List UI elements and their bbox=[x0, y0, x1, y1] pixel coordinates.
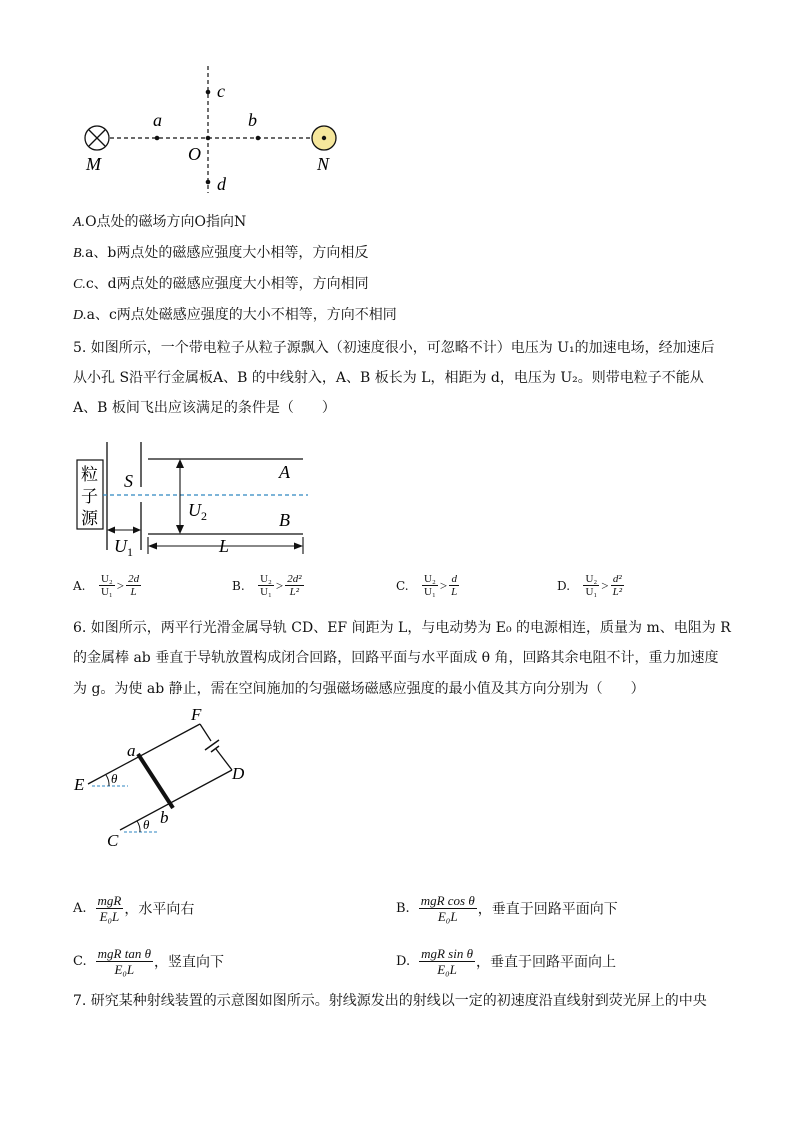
q6-option-d[interactable]: D. $\frac{\text{mgR sin θ}}{\text{E₀L}}$ ，垂直于回路平面向上 bbox=[396, 946, 616, 977]
figure-particle-deflection bbox=[68, 442, 318, 560]
q5-option-a[interactable]: A. $\frac{\text{U₂}}{\text{U₁}}$ > $\frac{2d}{L}$ bbox=[73, 573, 140, 598]
rail-EF bbox=[88, 724, 200, 784]
label-d: d bbox=[217, 174, 226, 194]
q6-option-a[interactable]: A. $\frac{\text{mgR}}{\text{E₀L}}$ ，水平向右 bbox=[73, 893, 195, 924]
q6-option-c[interactable]: C. $\frac{\text{mgR tan θ}}{\text{E₀L}}$ ，竖直向下 bbox=[73, 946, 224, 977]
point-a bbox=[155, 136, 160, 141]
figure-inclined-rails bbox=[70, 702, 270, 854]
q6-option-b[interactable]: B. $\frac{\text{mgR cos θ}}{\text{E₀L}}$ ，垂直于回路平面向下 bbox=[396, 893, 618, 924]
source-char-2: 子 bbox=[81, 487, 98, 506]
q5-option-d[interactable]: D. $\frac{\text{U₂}}{\text{U₁}}$ > $\frac{\text{d²}}{\text{L²}}$ bbox=[557, 573, 623, 598]
q4-option-a[interactable]: A.O点处的磁场方向O指向N bbox=[73, 214, 247, 230]
label-b: b bbox=[248, 110, 257, 130]
label-a: a bbox=[153, 110, 162, 130]
U2-arrowhead-down bbox=[176, 525, 184, 534]
label-M: M bbox=[86, 154, 101, 174]
label-S: S bbox=[124, 471, 133, 491]
q7-line-1: 7. 研究某种射线装置的示意图如图所示。射线源发出的射线以一定的初速度沿直线射到荧光屏上的中央 bbox=[73, 993, 707, 1009]
angle-arc-E bbox=[106, 775, 109, 786]
q4-option-d[interactable]: D.a、c两点处磁感应强度的大小不相等，方向不相同 bbox=[73, 307, 397, 323]
U1-arrowhead-right bbox=[133, 527, 141, 534]
point-b bbox=[256, 136, 261, 141]
label-A: A bbox=[279, 462, 290, 482]
label-N: N bbox=[317, 154, 330, 174]
U2-arrowhead-up bbox=[176, 459, 184, 468]
q4-option-b[interactable]: B.a、b两点处的磁感应强度大小相等，方向相反 bbox=[73, 245, 369, 261]
label-E: E bbox=[74, 775, 85, 794]
label-U1: $U_1$ bbox=[114, 536, 133, 559]
connector-battery-D bbox=[216, 749, 232, 770]
wire-M-into-page-icon bbox=[85, 126, 109, 150]
point-O bbox=[206, 136, 211, 141]
label-c: c bbox=[217, 81, 225, 101]
angle-arc-C bbox=[137, 821, 140, 832]
q6-line-3: 为 g。为使 ab 静止，需在空间施加的匀强磁场磁感应强度的最小值及其方向分别为（ ） bbox=[73, 681, 645, 697]
label-F: F bbox=[191, 705, 202, 724]
q5-option-c[interactable]: C. $\frac{\text{U₂}}{\text{U₁}}$ > $\frac{d}{L}$ bbox=[396, 573, 458, 598]
source-char-1: 粒 bbox=[81, 465, 98, 484]
label-C: C bbox=[107, 831, 119, 850]
q4-option-c[interactable]: C.c、d两点处的磁感应强度大小相等，方向相同 bbox=[73, 276, 369, 292]
q5-option-b[interactable]: B. $\frac{\text{U₂}}{\text{U₁}}$ > $\frac{\text{2d²}}{\text{L²}}$ bbox=[232, 573, 302, 598]
q5-line-3: A、B 板间飞出应该满足的条件是（ ） bbox=[73, 400, 336, 416]
q5-line-2: 从小孔 S沿平行金属板A、B 的中线射入，A、B 板长为 L，相距为 d，电压为 U₂。则带电粒子不能从 bbox=[73, 370, 704, 386]
point-c bbox=[206, 90, 211, 95]
label-a-rod: a bbox=[127, 741, 136, 760]
q6-line-1: 6. 如图所示，两平行光滑金属导轨 CD、EF 间距为 L，与电动势为 E₀ 的电源相连，质量为 m、电阻为 R bbox=[73, 620, 731, 636]
source-char-3: 源 bbox=[81, 509, 98, 528]
wire-N-out-of-page-icon bbox=[312, 126, 336, 150]
label-theta-E: θ bbox=[111, 771, 118, 786]
label-O: O bbox=[188, 144, 201, 164]
label-L: L bbox=[219, 536, 230, 556]
figure-magnetic-wires bbox=[80, 58, 350, 198]
label-U2: $U_2$ bbox=[188, 500, 207, 523]
metal-rod-ab bbox=[138, 754, 173, 808]
q6-line-2: 的金属棒 ab 垂直于导轨放置构成闭合回路，回路平面与水平面成 θ 角，回路其余电阻不计，重力加速度 bbox=[73, 650, 719, 666]
label-theta-C: θ bbox=[143, 817, 150, 832]
L-arrowhead-right bbox=[294, 543, 303, 550]
label-D: D bbox=[232, 764, 245, 783]
rail-CD bbox=[120, 770, 232, 830]
connector-F-battery bbox=[200, 724, 211, 741]
q5-line-1: 5. 如图所示，一个带电粒子从粒子源飘入（初速度很小，可忽略不计）电压为 U₁的加速电场，经加速后 bbox=[73, 340, 715, 356]
U1-arrowhead-left bbox=[107, 527, 115, 534]
L-arrowhead-left bbox=[148, 543, 157, 550]
label-b-rod: b bbox=[160, 808, 169, 827]
point-d bbox=[206, 180, 211, 185]
label-B: B bbox=[279, 510, 290, 530]
